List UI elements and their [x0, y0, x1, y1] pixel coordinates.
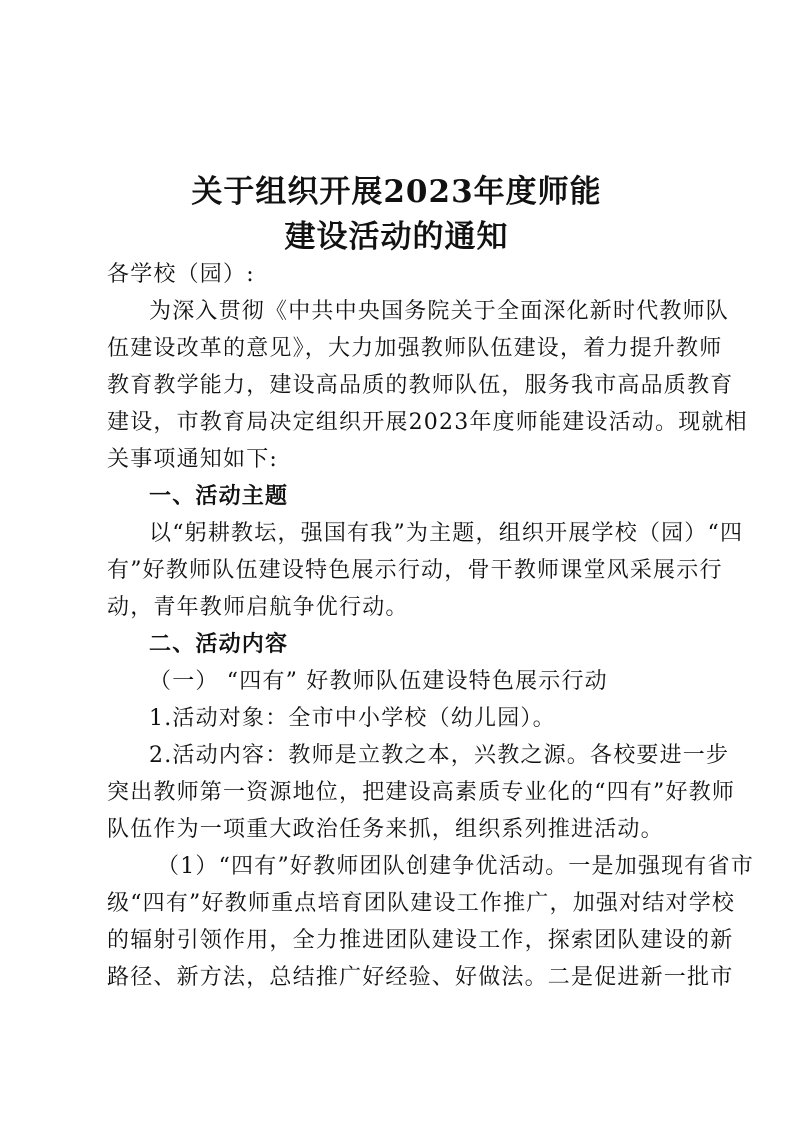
paragraph-line: 突出教师第一资源地位，把建设高素质专业化的“四有”好教师 [107, 780, 736, 805]
paragraph-line: 2.活动内容：教师是立教之本，兴教之源。各校要进一步 [149, 743, 730, 768]
paragraph-line: 伍建设改革的意见》，大力加强教师队伍建设，着力提升教师 [107, 336, 723, 361]
paragraph-line: 为深入贯彻《中共中央国务院关于全面深化新时代教师队 [149, 299, 730, 324]
paragraph-line: 1.活动对象：全市中小学校（幼儿园）。 [149, 706, 556, 731]
paragraph-line: 级“四有”好教师重点培育团队建设工作推广，加强对结对学校 [107, 891, 736, 916]
paragraph-line: 建设，市教育局决定组织开展2023年度师能建设活动。现就相 [107, 410, 748, 435]
section-heading-content: 二、活动内容 [149, 631, 289, 657]
document-title-line-1: 关于组织开展2023年度师能 [191, 174, 602, 210]
paragraph-line: 路径、新方法，总结推广好经验、好做法。二是促进新一批市 [107, 965, 734, 990]
section-heading-theme: 一、活动主题 [149, 483, 289, 509]
subsection-heading: （一） “四有” 好教师队伍建设特色展示行动 [149, 669, 608, 694]
paragraph-line: 以“躬耕教坛，强国有我”为主题，组织开展学校（园）“四 [149, 521, 744, 546]
salutation: 各学校（园）: [107, 262, 255, 287]
paragraph-line: 教育教学能力，建设高品质的教师队伍，服务我市高品质教育 [107, 373, 734, 398]
document-title-line-2: 建设活动的通知 [284, 219, 509, 255]
paragraph-line: 的辐射引领作用，全力推进团队建设工作，探索团队建设的新 [107, 928, 734, 953]
paragraph-line: （1）“四有”好教师团队创建争优活动。一是加强现有省市 [157, 854, 754, 879]
paragraph-line: 关事项通知如下: [107, 447, 279, 472]
paragraph-line: 有”好教师队伍建设特色展示行动，骨干教师课堂风采展示行 [107, 558, 723, 583]
paragraph-line: 队伍作为一项重大政治任务来抓，组织系列推进活动。 [107, 817, 664, 842]
paragraph-line: 动，青年教师启航争优行动。 [107, 595, 409, 620]
